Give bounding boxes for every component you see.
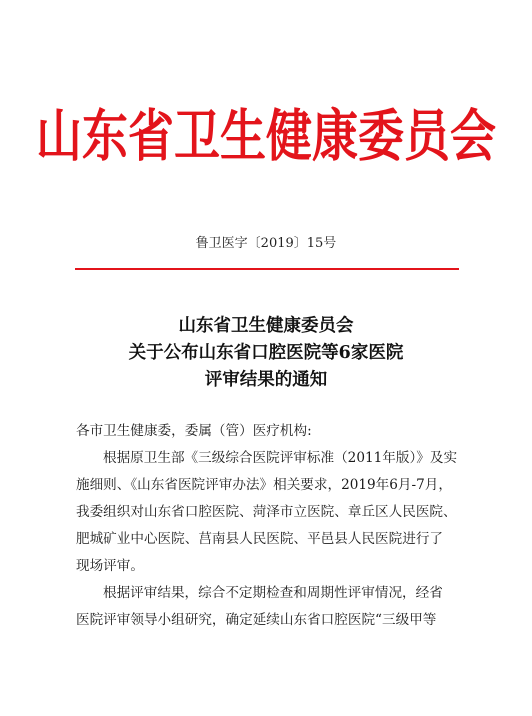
paragraph-1-line-1: 根据原卫生部《三级综合医院评审标准（2011年版）》及实 [103, 450, 458, 466]
notice-body [76, 418, 466, 634]
paragraph-1-line-2: 施细则、《山东省医院评审办法》相关要求，2019年6月-7月， [76, 477, 452, 493]
title-line-2: 关于公布山东省口腔医院等6家医院 [128, 343, 404, 363]
red-divider-line [75, 268, 459, 270]
paragraph-1-line-4: 肥城矿业中心医院、莒南县人民医院、平邑县人民医院进行了 [76, 531, 444, 547]
salutation: 各市卫生健康委，委属（管）医疗机构: [76, 423, 312, 439]
paragraph-2-line-1: 根据评审结果，综合不定期检查和周期性评审情况，经省 [103, 585, 443, 601]
document-number: 鲁卫医字〔2019〕15号 [195, 236, 337, 251]
title-line-1: 山东省卫生健康委员会 [178, 316, 354, 336]
paragraph-1-line-3: 我委组织对山东省口腔医院、菏泽市立医院、章丘区人民医院、 [76, 504, 457, 520]
issuer-header: 山东省卫生健康委员会 [36, 102, 496, 169]
paragraph-1-line-5: 现场评审。 [76, 558, 144, 574]
title-line-3: 评审结果的通知 [204, 370, 328, 390]
notice-title [0, 313, 532, 394]
paragraph-2-line-2: 医院评审领导小组研究，确定延续山东省口腔医院“三级甲等 [76, 612, 437, 628]
